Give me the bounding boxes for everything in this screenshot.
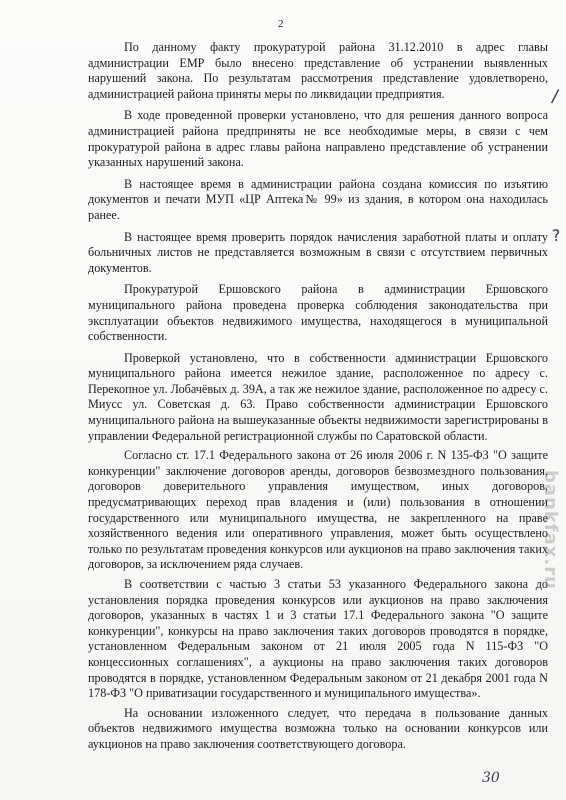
paragraph-5: Прокуратурой Ершовского района в администрации Ершовского муниципального района проведена проверка соблюдения законодательства при эксплуатации объектов недвижимого имущества, находящегося в муниципальной собственности. [88,282,548,344]
handwritten-page-number: 30 [482,770,500,786]
margin-question-mark: ? [551,225,562,246]
paragraph-6: Проверкой установлено, что в собственности администрации Ершовского муниципального района имеется нежилое здание, расположенное по адресу с. Перекопное ул. Лобачёвых д. 39А, а так же нежилое здание, расположенное по адресу с. Миусс ул. Советская д. 63. Право собственности администрации Ершовского муниципального района на вышеуказанные объекты недвижимости зарегистрированы в управлении Федеральной регистрационной службы по Саратовской области. [88,350,548,443]
paragraph-7: Согласно ст. 17.1 Федерального закона от 26 июля 2006 г. N 135-ФЗ "О защите конкуренции" заключение договоров аренды, договоров безвозмездного пользования, договоров доверительного управления имуществом, иных договоров, предусматривающих переход прав владения и (или) пользования в отношении государственного или муниципального имущества, не закрепленного на праве хозяйственного ведения или оперативного управления, может быть осуществлено только по результатам проведения конкурсов или аукционов на право заключения таких договоров, за исключением ряда случаев. [88,448,548,572]
margin-check-mark: / [550,85,560,108]
paragraph-1: По данному факту прокуратурой района 31.12.2010 в адрес главы администрации ЕМР было внесено представление об устранении выявленных нарушений закона. По результатам рассмотрения представление удовлетворено, администрацией района приняты меры по ликвидации предприятия. [88,40,548,101]
paragraph-4: В настоящее время проверить порядок начисления заработной платы и оплату больничных листов не представляется возможным в связи с отсутствием первичных документов. [88,229,548,275]
paragraph-2: В ходе проведенной проверки установлено, что для решения данного вопроса администрацией района предприняты не все необходимые меры, в связи с чем прокуратурой района в адрес главы района направлено представление об устранении указанных нарушений закона. [88,108,548,170]
paragraph-8: В соответствии с частью 3 статьи 53 указанного Федерального закона до установления порядка проведения конкурсов или аукционов на право заключения договоров, указанных в частях 1 и 3 статьи 17.1 Федерального закона "О защите конкуренции", конкурсы на право заключения таких договоров проводятся в порядке, установленном Федеральным законом от 21 июля 2005 года N 115-ФЗ "О концессионных соглашениях", а аукционы на право заключения таких договоров проводятся в порядке, установленном Федеральным законом от 21 декабря 2001 года N 178-ФЗ "О приватизации государственного и муниципального имущества». [88,577,548,701]
page-number: 2 [278,18,284,30]
watermark-text: bankfax.ru [540,470,561,590]
watermark [536,470,566,770]
paragraph-9: На основании изложенного следует, что передача в пользование данных объектов недвижимого имущества возможна только на основании конкурсов или аукционов на право заключения соответствующего договора. [88,705,548,751]
paragraph-3: В настоящее время в администрации района создана комиссия по изъятию документов и печати МУП «ЦР Аптека№ 99» из здания, в котором она находилась ранее. [88,176,548,222]
document-body [88,40,548,759]
